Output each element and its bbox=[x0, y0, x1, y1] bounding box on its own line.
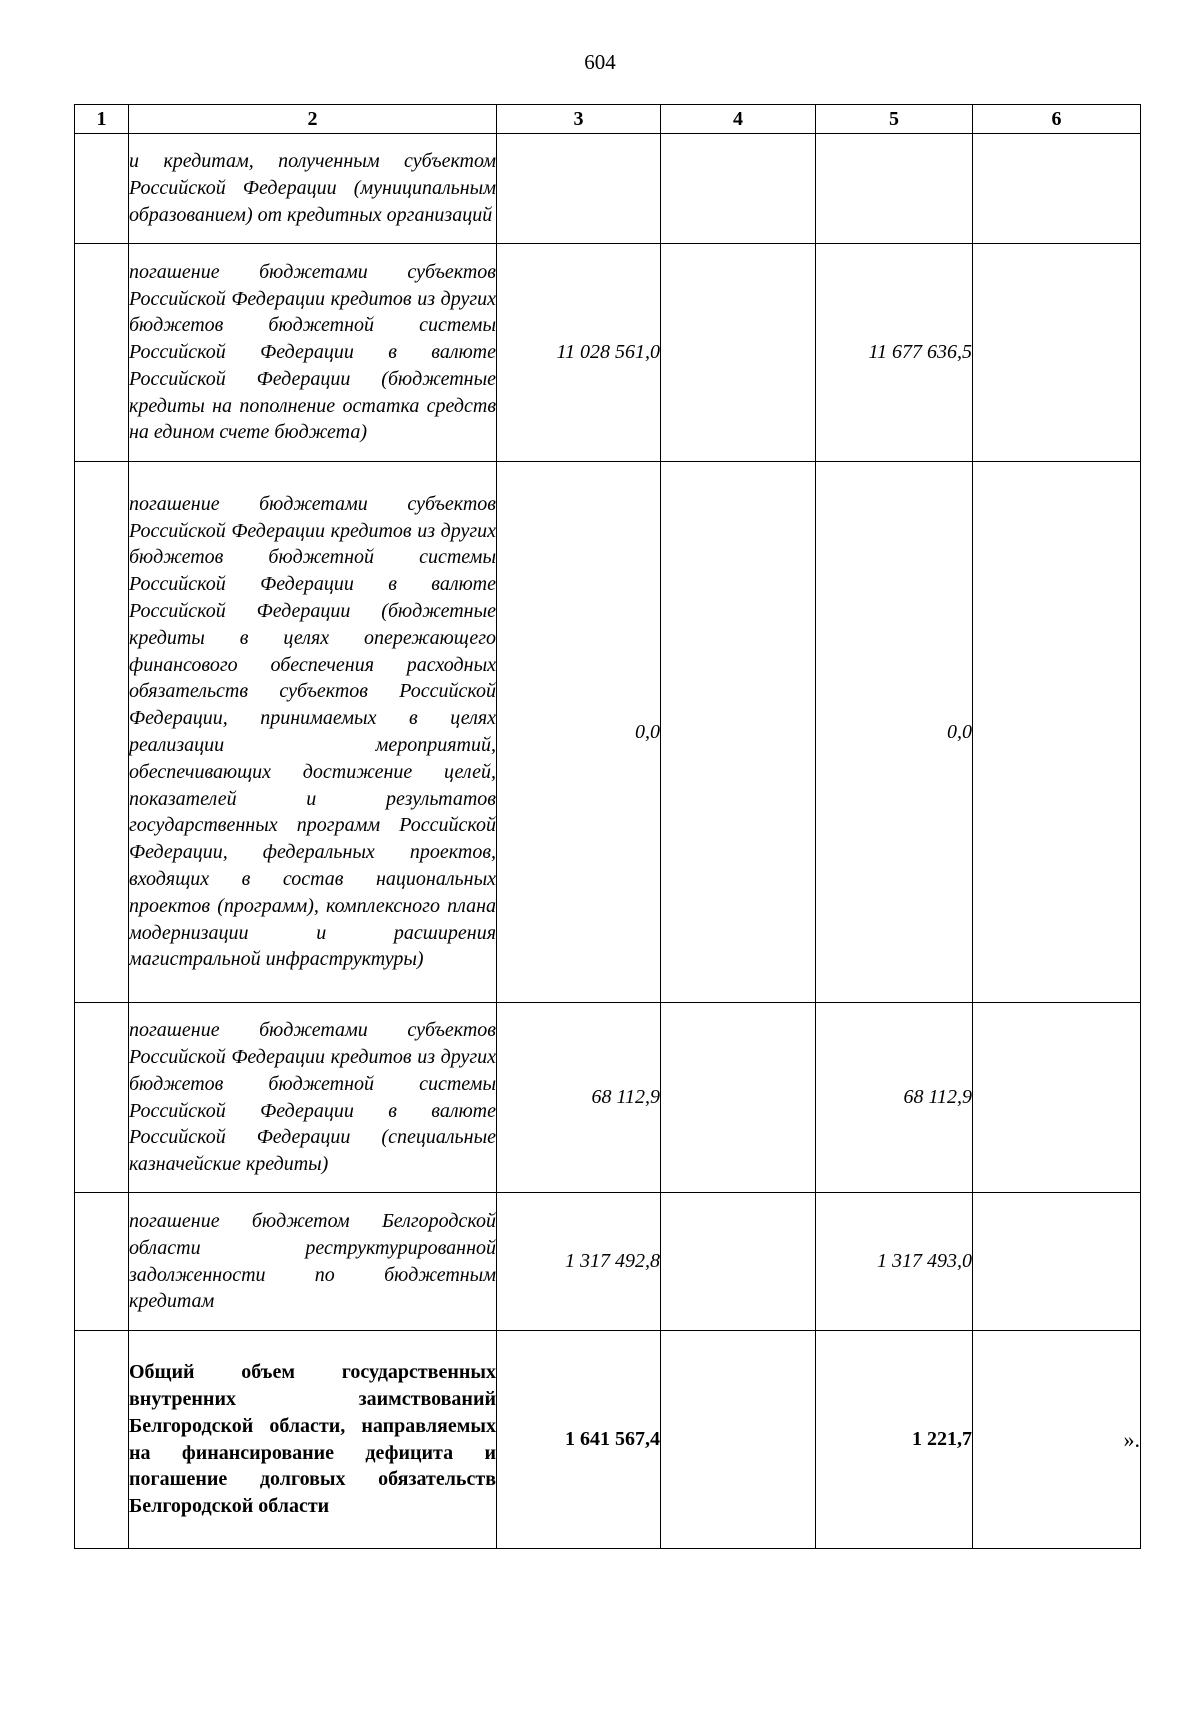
row-col6-value bbox=[973, 462, 1141, 1003]
table-row bbox=[75, 244, 1141, 462]
row-col3-value: 0,0 bbox=[497, 462, 661, 1003]
header-col-3: 3 bbox=[497, 105, 661, 134]
row-description: погашение бюджетами субъектов Российской Федерации кредитов из других бюджетов бюджетной системы Российской Федерации в валюте Российской Федерации (специальные казначейские кредиты) bbox=[129, 1003, 497, 1193]
row-col6-value bbox=[973, 1193, 1141, 1331]
total-col3-value: 1 641 567,4 bbox=[497, 1331, 661, 1549]
table-row bbox=[75, 1193, 1141, 1331]
row-col4-value bbox=[661, 1193, 816, 1331]
row-col4-value bbox=[661, 134, 816, 244]
total-col5-value: 1 221,7 bbox=[816, 1331, 973, 1549]
header-col-4: 4 bbox=[661, 105, 816, 134]
row-description: погашение бюджетами субъектов Российской Федерации кредитов из других бюджетов бюджетной системы Российской Федерации в валюте Российской Федерации (бюджетные кредиты в целях опережающего финансового обеспечения расходных обязательств субъектов Российской Федерации, принимаемых в целях реализации мероприятий, обеспечивающих достижение целей, показателей и результатов государственных программ Российской Федерации, федеральных проектов, входящих в состав национальных проектов (программ), комплексного плана модернизации и расширения магистральной инфраструктуры) bbox=[129, 462, 497, 1003]
total-description: Общий объем государственных внутренних заимствований Белгородской области, направляемых на финансирование дефицита и погашение долговых обязательств Белгородской области bbox=[129, 1331, 497, 1549]
row-col6-value bbox=[973, 244, 1141, 462]
row-index-cell bbox=[75, 244, 129, 462]
borrowing-table bbox=[74, 104, 1141, 1549]
closing-quote-mark: ». bbox=[973, 1331, 1141, 1549]
table-row bbox=[75, 1003, 1141, 1193]
page-number: 604 bbox=[584, 50, 616, 74]
row-col5-value: 68 112,9 bbox=[816, 1003, 973, 1193]
table-row-total bbox=[75, 1331, 1141, 1549]
row-index-cell bbox=[75, 1331, 129, 1549]
row-col5-value: 1 317 493,0 bbox=[816, 1193, 973, 1331]
row-description: погашение бюджетом Белгородской области реструктурированной задолженности по бюджетным кредитам bbox=[129, 1193, 497, 1331]
row-col5-value: 11 677 636,5 bbox=[816, 244, 973, 462]
header-col-6: 6 bbox=[973, 105, 1141, 134]
row-col4-value bbox=[661, 1003, 816, 1193]
header-col-5: 5 bbox=[816, 105, 973, 134]
row-col5-value: 0,0 bbox=[816, 462, 973, 1003]
row-index-cell bbox=[75, 462, 129, 1003]
row-col3-value: 68 112,9 bbox=[497, 1003, 661, 1193]
row-col6-value bbox=[973, 1003, 1141, 1193]
row-index-cell bbox=[75, 1003, 129, 1193]
table-row bbox=[75, 134, 1141, 244]
header-col-2: 2 bbox=[129, 105, 497, 134]
row-col3-value bbox=[497, 134, 661, 244]
row-description: погашение бюджетами субъектов Российской Федерации кредитов из других бюджетов бюджетной системы Российской Федерации в валюте Российской Федерации (бюджетные кредиты на пополнение остатка средств на едином счете бюджета) bbox=[129, 244, 497, 462]
header-col-1: 1 bbox=[75, 105, 129, 134]
row-index-cell bbox=[75, 134, 129, 244]
table-header-row bbox=[75, 105, 1141, 134]
row-col6-value bbox=[973, 134, 1141, 244]
row-col3-value: 1 317 492,8 bbox=[497, 1193, 661, 1331]
row-col4-value bbox=[661, 462, 816, 1003]
table-row bbox=[75, 462, 1141, 1003]
row-col3-value: 11 028 561,0 bbox=[497, 244, 661, 462]
total-col4-value bbox=[661, 1331, 816, 1549]
row-description: и кредитам, полученным субъектом Российской Федерации (муниципальным образованием) от кредитных организаций bbox=[129, 134, 497, 244]
row-col4-value bbox=[661, 244, 816, 462]
row-col5-value bbox=[816, 134, 973, 244]
row-index-cell bbox=[75, 1193, 129, 1331]
